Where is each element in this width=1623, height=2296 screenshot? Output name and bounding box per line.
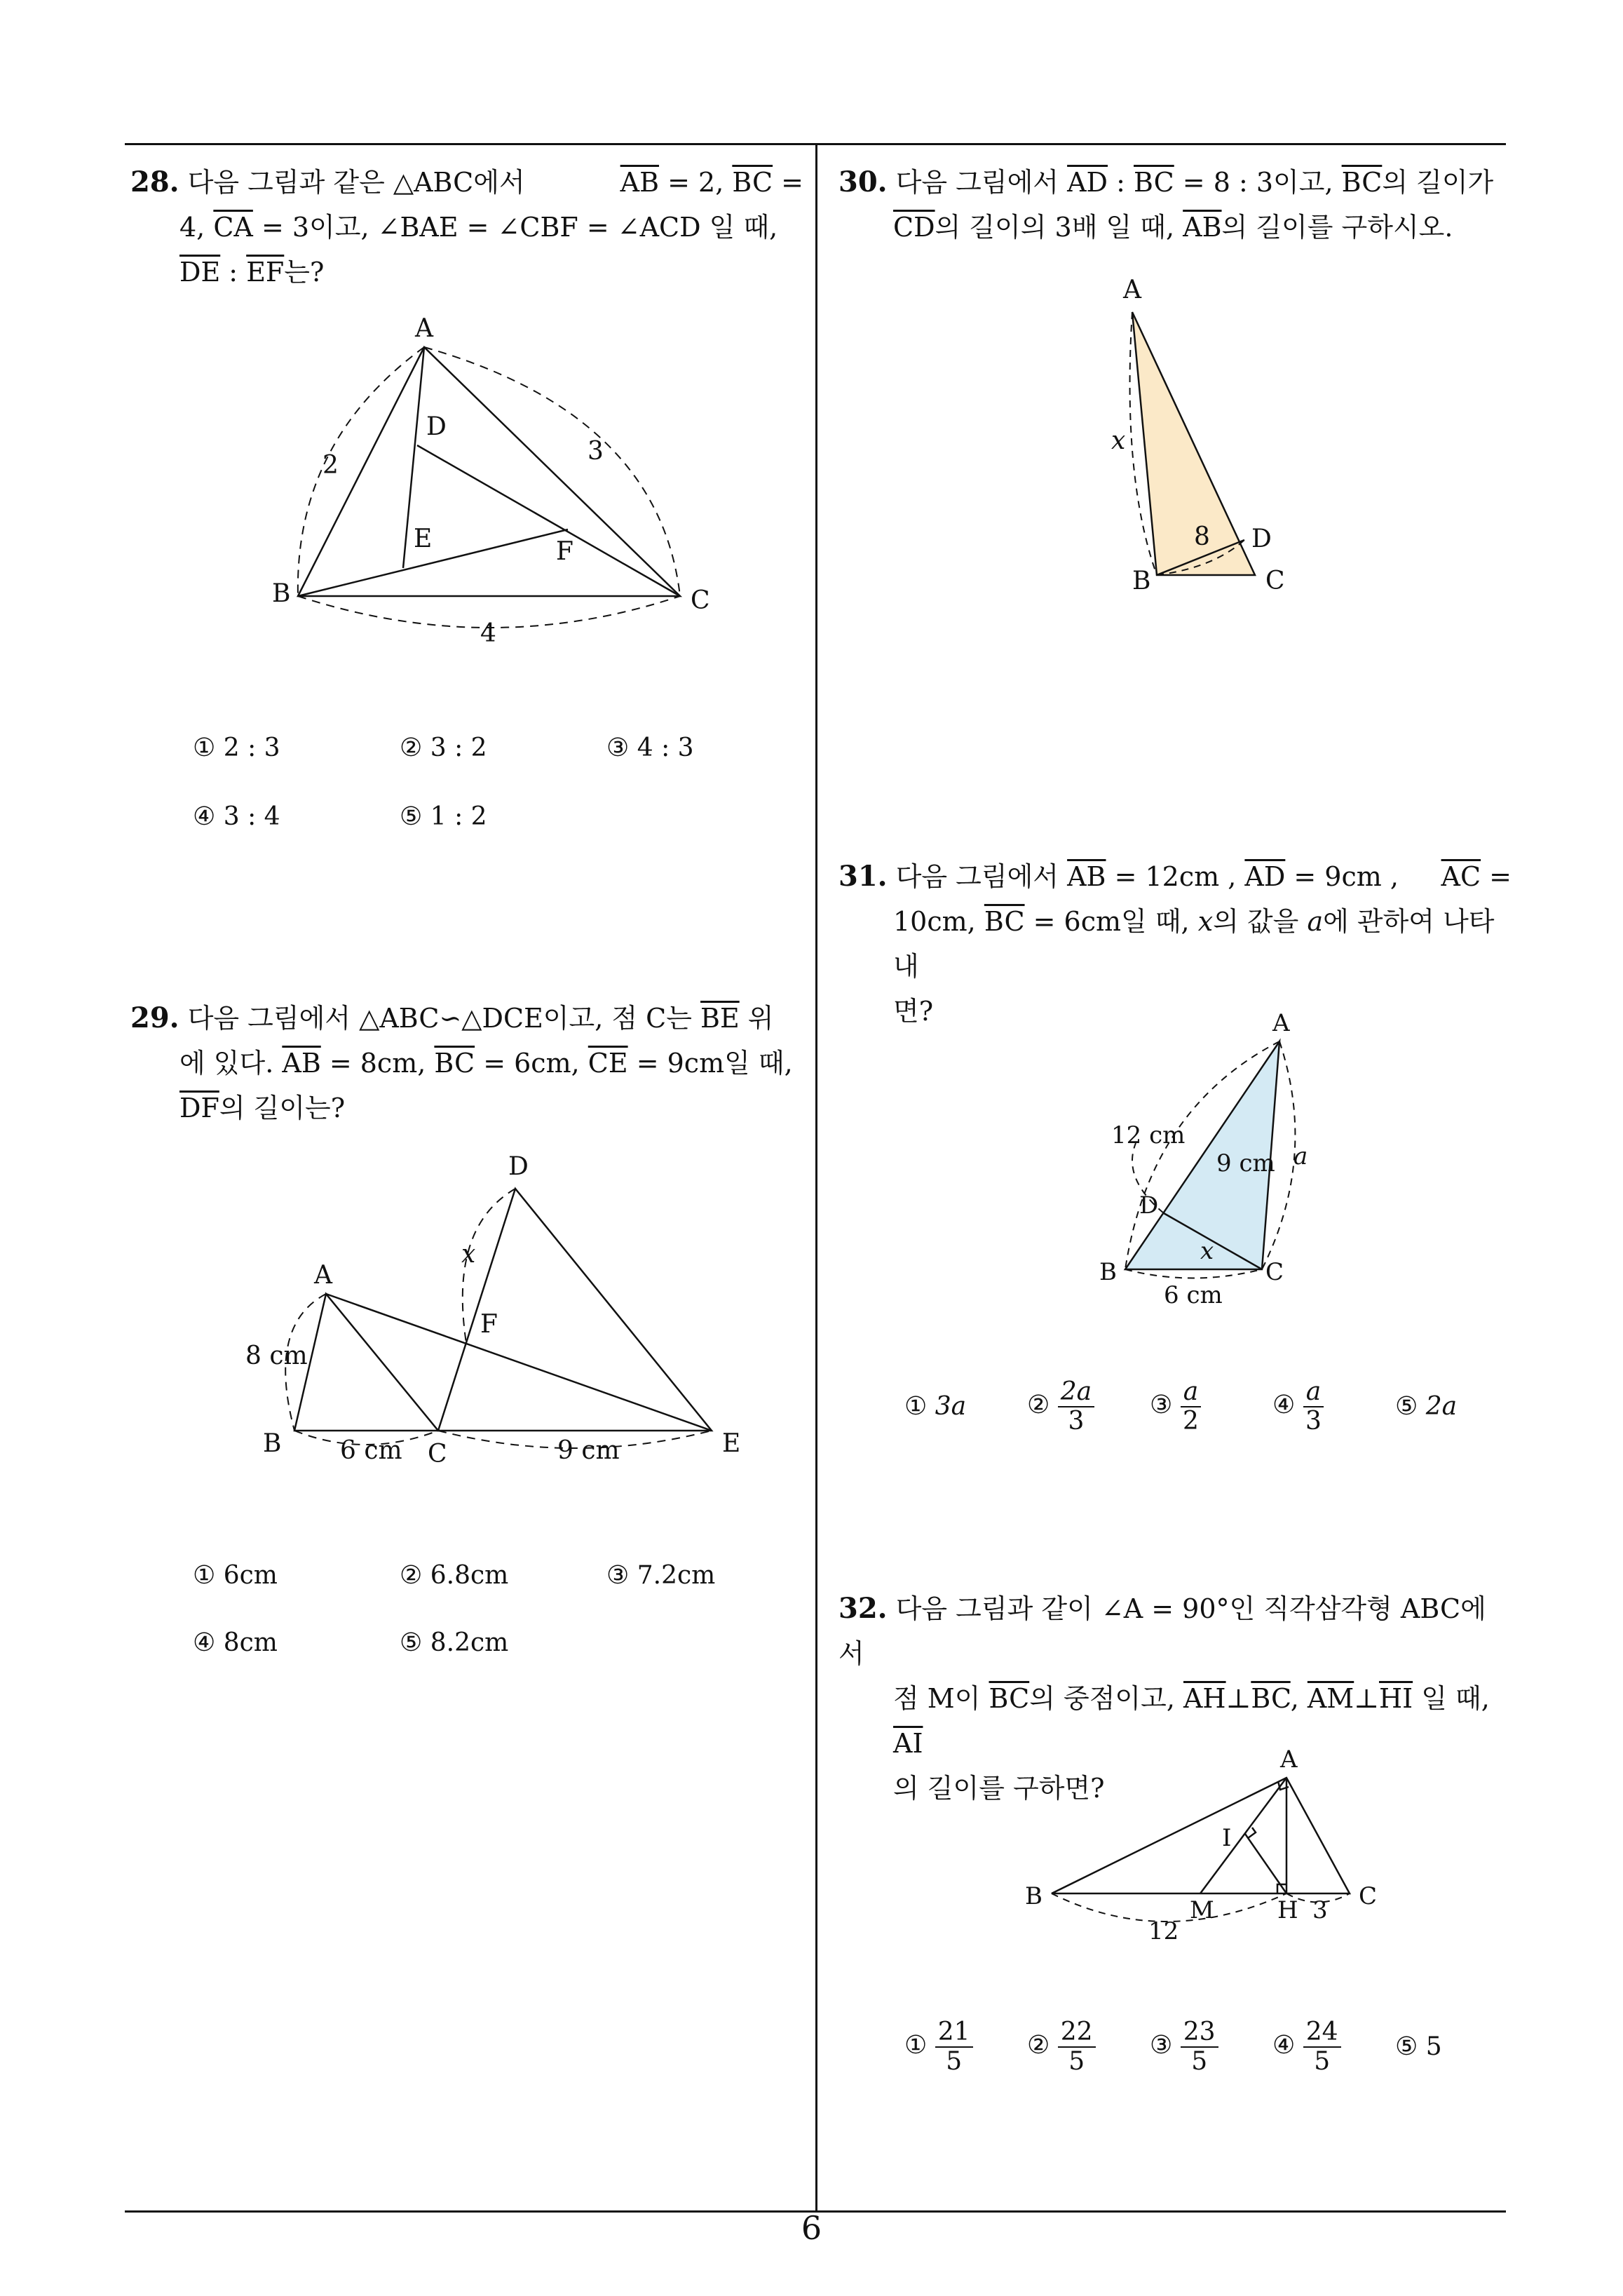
q30-label-B: B [1132,567,1151,595]
q29-choice-4[interactable]: ④ 8cm [193,1628,278,1657]
q29-label-E: E [722,1429,741,1458]
q29-number: 29. [130,1001,179,1034]
q31-side-6: 6 cm [1164,1281,1223,1309]
q29-label-C: C [428,1440,447,1468]
q31-label-B: B [1099,1258,1117,1286]
q29-label-x: x [461,1240,476,1269]
q32-figure [1024,1739,1402,1964]
q30-label-A: A [1123,276,1141,304]
q32-choice-1[interactable]: ① $\frac{21}{5}$ [904,2018,973,2076]
q32-choice-3[interactable]: ③ $\frac{23}{5}$ [1150,2018,1218,2076]
q31-choice-5[interactable]: ⑤ 2a [1395,1392,1458,1421]
q32-label-A: A [1280,1745,1298,1774]
q28-label-C: C [691,586,710,615]
q28-choice-5[interactable]: ⑤ 1 : 2 [400,802,487,831]
q28-choice-3[interactable]: ③ 4 : 3 [606,734,694,762]
q28-choice-4[interactable]: ④ 3 : 4 [193,802,280,831]
q30-figure [1108,266,1318,603]
q28-side-2: 2 [322,451,339,480]
q29-line2: 에 있다. $\overline{AB} = 8cm$, $\overline{BC} = 6cm$, $\overline{CE} = 9cm$일 때, [179,1048,793,1079]
q32-label-C: C [1359,1882,1378,1910]
q28-label-F: F [556,537,573,566]
q28-line1: 28. 다음 그림과 같은 △ABC에서 $\overline{AB} = 2$, $\overline{BC}$ = [130,166,803,198]
q32-line2: 점 M이 $\overline{BC}$의 중점이고, $\overline{AH}\perp\overline{BC}$, $\overline{AM}\perp\overline{HI}$ 일 때, $\overline{AI}$ [893,1683,1490,1759]
q31-choice-2[interactable]: ② $\frac{2a}{3}$ [1027,1378,1094,1436]
q28-label-B: B [272,579,291,608]
q32-choice-5[interactable]: ⑤ 5 [1395,2032,1442,2061]
q31-choice-3[interactable]: ③ $\frac{a}{2}$ [1150,1378,1201,1436]
q30-label-C: C [1265,567,1285,595]
q31-label-D: D [1139,1191,1159,1220]
q29-label-B: B [263,1429,282,1458]
q31-side-12: 12 cm [1111,1121,1186,1149]
q28-choice-1[interactable]: ① 2 : 3 [193,734,280,762]
q32-number: 32. [838,1592,888,1625]
q32-choice-4-fraction: $\frac{24}{5}$ [1303,2018,1341,2076]
q28-side-4: 4 [480,619,496,648]
q29-label-A: A [314,1261,332,1290]
q29-side-9: 9 cm [557,1436,620,1465]
q31-choice-1[interactable]: ① 3a [904,1392,967,1421]
q29-side-6: 6 cm [340,1436,402,1465]
q30-side-8: 8 [1194,522,1210,551]
q31-side-9: 9 cm [1216,1149,1275,1177]
q31-choice-2-fraction: $\frac{2a}{3}$ [1058,1378,1094,1436]
q32-side-12: 12 [1148,1917,1179,1945]
q31-label-A: A [1272,1009,1290,1037]
q32-choice-2[interactable]: ② $\frac{22}{5}$ [1027,2018,1096,2076]
q28-label-A: A [415,314,433,343]
q28-label-D: D [426,412,447,441]
q31-label-a: a [1293,1142,1308,1170]
q30-label-D: D [1251,525,1272,553]
q32-label-M: M [1190,1896,1214,1924]
q31-choice-4-fraction: $\frac{a}{3}$ [1303,1378,1324,1436]
q29-label-F: F [480,1310,498,1339]
q29-line3: $\overline{DF}$의 길이는? [179,1093,346,1123]
question-29 [130,996,803,1130]
q32-line1: 32. 다음 그림과 같이 ∠A = 90°인 직각삼각형 ABC에서 [838,1592,1486,1669]
q29-side-8: 8 cm [245,1342,308,1370]
question-30 [838,160,1512,250]
q29-line1: 29. 다음 그림에서 △ABC∽△DCE이고, 점 C는 $\overline{BE}$ 위 [130,1001,774,1034]
q32-choice-2-fraction: $\frac{22}{5}$ [1058,2018,1096,2076]
q29-choice-3[interactable]: ③ 7.2cm [606,1561,716,1590]
q31-figure [1094,1003,1346,1318]
q32-label-B: B [1025,1882,1043,1910]
q32-label-H: H [1277,1896,1298,1924]
q29-choice-5[interactable]: ⑤ 8.2cm [400,1628,509,1657]
q31-choice-3-fraction: $\frac{a}{2}$ [1181,1378,1201,1436]
q32-choice-4[interactable]: ④ $\frac{24}{5}$ [1272,2018,1341,2076]
page-number: 6 [801,2209,822,2247]
q30-number: 30. [838,166,888,198]
q29-choice-1[interactable]: ① 6cm [193,1561,278,1590]
q32-choice-3-fraction: $\frac{23}{5}$ [1181,2018,1218,2076]
column-divider [815,143,817,2212]
q31-line2: 10cm, $\overline{BC} = 6cm$일 때, x의 값을 a에 관하여 나타내 [893,906,1495,982]
q31-choice-4[interactable]: ④ $\frac{a}{3}$ [1272,1378,1324,1436]
q31-label-x: x [1200,1237,1214,1265]
q30-label-x: x [1111,426,1126,455]
q30-line2: $\overline{CD}$의 길이의 3배 일 때, $\overline{AB}$의 길이를 구하시오. [893,212,1453,243]
q29-choice-2[interactable]: ② 6.8cm [400,1561,509,1590]
q32-label-I: I [1222,1824,1232,1852]
q32-line3: 의 길이를 구하면? [893,1773,1105,1804]
q28-line3: $\overline{DE}$ : $\overline{EF}$는? [179,257,325,288]
q28-choice-2[interactable]: ② 3 : 2 [400,734,487,762]
q29-figure [238,1143,771,1480]
q28-number: 28. [130,166,179,198]
q28-label-E: E [414,525,433,553]
q31-number: 31. [838,860,888,893]
q31-line1: 31. 다음 그림에서 $\overline{AB} = 12cm$ , $\overline{AD} = 9cm$ , $\overline{AC}$ = [838,860,1512,893]
q29-label-D: D [508,1152,529,1181]
q31-line3: 면? [893,996,934,1027]
q28-side-3: 3 [588,437,604,466]
q32-choice-1-fraction: $\frac{21}{5}$ [935,2018,973,2076]
q30-line1: 30. 다음 그림에서 $\overline{AD}$ : $\overline{BC} = 8$ : 3이고, $\overline{BC}$의 길이가 [838,166,1494,198]
q32-side-3: 3 [1312,1896,1328,1924]
question-28 [130,160,803,295]
q28-figure [266,309,729,659]
q31-label-C: C [1265,1258,1284,1286]
q28-line2: 4, $\overline{CA} = 3$이고, ∠BAE = ∠CBF = ∠ACD 일 때, [179,212,778,243]
